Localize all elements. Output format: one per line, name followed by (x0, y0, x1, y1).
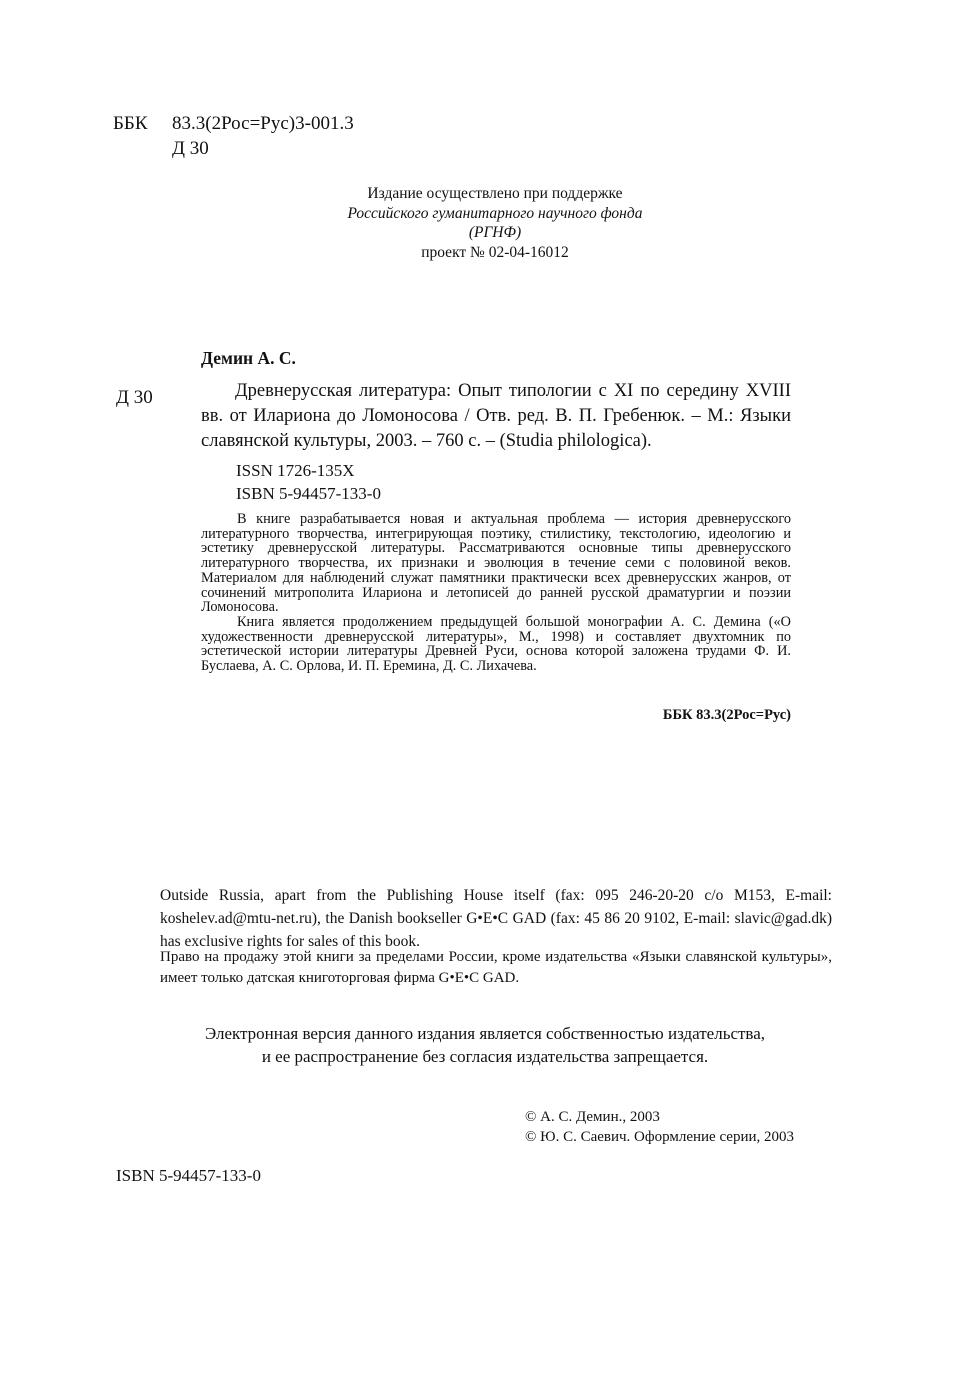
bbk-label: ББК (113, 113, 148, 134)
copyright-block (525, 1107, 794, 1147)
copyright-line-1: © А. С. Демин., 2003 (525, 1109, 660, 1125)
annotation (201, 512, 791, 674)
annotation-paragraph-2: Книга является продолжением предыдущей большой монографии А. С. Демина («О художественности древнерусской литературы», М., 1998) и составляет двухтомник по эстетической истории литературы Древней Руси, основа которой заложена трудами Ф. И. Буслаева, А. С. Орлова, И. П. Еремина, Д. С. Лихачева. (201, 613, 791, 675)
electronic-line-1: Электронная версия данного издания является собственностью издательства, (204, 1024, 766, 1043)
card-author-mark: Д 30 (116, 387, 153, 408)
card-isbn: ISBN 5-94457-133-0 (236, 484, 381, 503)
support-line-3: (РГНФ) (468, 224, 522, 241)
copyright-line-2: © Ю. С. Саевич. Оформление серии, 2003 (525, 1129, 795, 1145)
card-author: Демин А. С. (201, 348, 296, 368)
rights-english: Outside Russia, apart from the Publishing House itself (fax: 095 246-20-20 c/o M153, E-mail: koshelev.ad@mtu-net.ru), the Danish bookseller G•E•C GAD (fax: 45 86 20 9102, E-mail: slavic@gad.dk) has exclusive rights for sales of this book. (160, 887, 832, 950)
support-line-4: проект № 02-04-16012 (421, 243, 569, 261)
electronic-line-2: и ее распространение без согласия издательства запрещается. (261, 1047, 709, 1066)
card-issn: ISSN 1726-135X (236, 461, 355, 480)
bbk-code: 83.3(2Рос=Рус)3-001.3 (172, 113, 354, 134)
support-line-2: Российского гуманитарного научного фонда (347, 204, 643, 222)
author-mark-top: Д 30 (172, 138, 209, 159)
annotation-paragraph-1: В книге разрабатывается новая и актуальная проблема — история древнерусского литературного творчества, интегрирующая поэтику, стилистику, текстологию, идеологию и эстетику древнерусской литературы. Рассматриваются основные типы древнерусского литературного творчества, их признаки и эволюция в течение семи с половиной веков. Материалом для наблюдений служат памятники практически всех древнерусских жанров, от сочинений митрополита Илариона и летописей до ранней русской драматургии и поэзии Ломоносова. (201, 511, 791, 616)
card-title: Древнерусская литература: Опыт типологии с XI по середину XVIII вв. от Илариона до Ломоносова / Отв. ред. В. П. Гребенюк. – М.: Языки славянской культуры, 2003. – 760 с. – (Studia philologica). (201, 381, 791, 451)
support-block (300, 184, 690, 262)
bbk-code-bottom: ББК 83.3(2Рос=Рус) (662, 707, 791, 723)
support-line-1: Издание осуществлено при поддержке (367, 185, 623, 202)
electronic-notice (140, 1022, 830, 1068)
card-identifiers (236, 459, 381, 505)
isbn-bottom: ISBN 5-94457-133-0 (116, 1166, 261, 1185)
rights-russian: Право на продажу этой книги за пределами России, кроме издательства «Языки славянской культуры», имеет только датская книготорговая фирма G•E•C GAD. (160, 949, 832, 986)
